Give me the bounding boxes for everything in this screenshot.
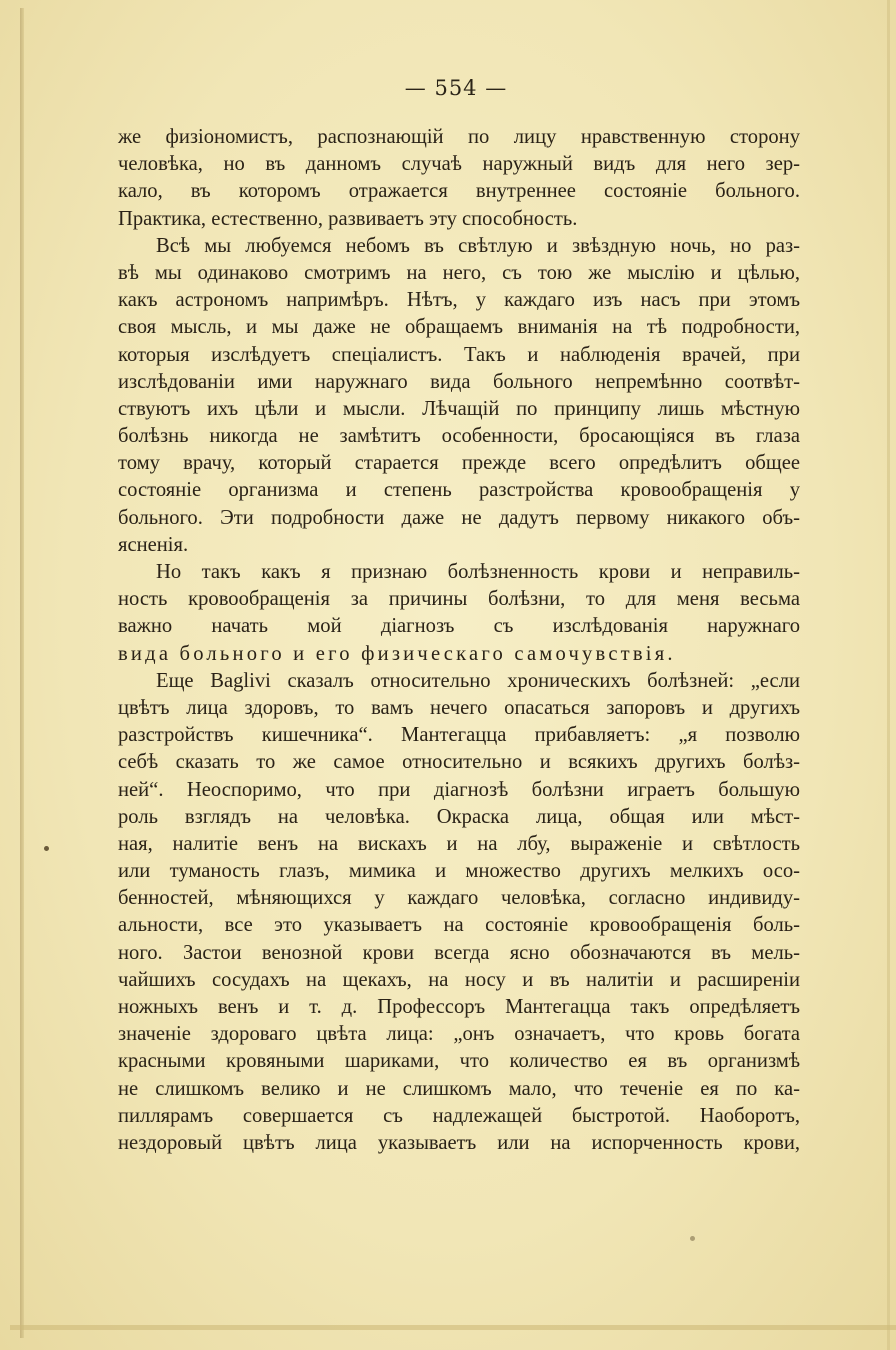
ink-speck [44,846,49,851]
text-line: ножныхъ венъ и т. д. Профессоръ Мантегацца такъ опредѣляетъ [118,996,800,1018]
text-line: Еще Baglivi сказалъ относительно хроническихъ болѣзней: „если [156,669,800,692]
text-line: изслѣдованіи ими наружнаго вида больного непремѣнно соотвѣт- [118,370,800,393]
text-line: какъ астрономъ напримѣръ. Нѣтъ, у каждаго изъ насъ при этомъ [118,289,800,312]
text-line: красными кровяными шариками, что количество ея въ организмѣ [118,1050,800,1073]
text-line: разстройствъ кишечника“. Мантегацца прибавляетъ: „я позволю [118,724,800,747]
text-line: цвѣтъ лица здоровъ, то вамъ нечего опасаться запоровъ и другихъ [118,696,800,719]
text-line: чайшихъ сосудахъ на щекахъ, на носу и въ налитіи и расширеніи [118,968,800,991]
text-line: важно начать мой діагнозъ съ изслѣдованія наружнаго [118,615,800,638]
text-line: Но такъ какъ я признаю болѣзненность крови и неправиль- [156,561,800,583]
text-line: ясненія. [118,533,189,556]
text-line: же физіономистъ, распознающій по лицу нравственную сторону [118,126,800,148]
text-line: не слишкомъ велико и не слишкомъ мало, что теченіе ея по ка- [118,1077,800,1100]
page-bottom-edge [10,1325,896,1330]
text-line: себѣ сказать то же самое относительно и всякихъ другихъ болѣз- [118,751,800,774]
text-line: человѣка, но въ данномъ случаѣ наружный видъ для него зер- [118,153,800,176]
body-text [118,124,800,1157]
text-line: Всѣ мы любуемся небомъ въ свѣтлую и звѣздную ночь, но раз- [156,234,800,257]
text-line: Практика, естественно, развиваетъ эту способность. [118,207,578,230]
text-line: ного. Застои венозной крови всегда ясно обозначаются въ мель- [118,941,800,964]
text-line: или туманость глазъ, мимика и множество другихъ мелкихъ осо- [118,860,800,883]
text-line: альности, все это указываетъ на состояніе кровообращенія боль- [118,914,800,937]
text-line: роль взглядъ на человѣка. Окраска лица, общая или мѣст- [118,805,800,828]
text-line: нездоровый цвѣтъ лица указываетъ или на испорченность крови, [118,1131,800,1154]
text-line: кало, въ которомъ отражается внутреннее состояніе больного. [118,180,800,203]
text-line: пиллярамъ совершается съ надлежащей быстротой. Наоборотъ, [118,1104,800,1127]
text-line: больного. Эти подробности даже не дадутъ первому никакого объ- [118,506,800,529]
page-number: — 554 — [404,76,508,100]
text-line: ность кровообращенія за причины болѣзни, то для меня весьма [118,588,800,611]
text-line: состояніе организма и степень разстройства кровообращенія у [118,479,800,502]
text-line: вѣ мы одинаково смотримъ на него, съ тою же мыслію и цѣлью, [118,261,800,284]
text-line: значеніе здороваго цвѣта лица: „онъ означаетъ, что кровь богата [118,1023,800,1046]
text-line: бенностей, мѣняющихся у каждаго человѣка, согласно индивиду- [118,887,800,910]
ink-speck [690,1236,695,1241]
text-line: своя мысль, и мы даже не обращаемъ вниманія на тѣ подробности, [118,316,800,339]
text-line: вида больного и его физическаго самочувствія. [118,642,676,665]
page-right-edge [887,0,890,1350]
text-line: ней“. Неоспоримо, что при діагнозѣ болѣзни играетъ большую [118,778,800,801]
page-left-edge [20,8,24,1338]
text-line: тому врачу, который старается прежде всего опредѣлитъ общее [118,452,800,475]
text-line: ствуютъ ихъ цѣли и мысли. Лѣчащій по принципу лишь мѣстную [118,397,800,420]
text-line: болѣзнь никогда не замѣтитъ особенности, бросающіяся въ глаза [118,425,800,448]
text-line: которыя изслѣдуетъ спеціалистъ. Такъ и наблюденія врачей, при [118,343,800,366]
text-line: ная, налитіе венъ на вискахъ и на лбу, выраженіе и свѣтлость [118,832,800,855]
